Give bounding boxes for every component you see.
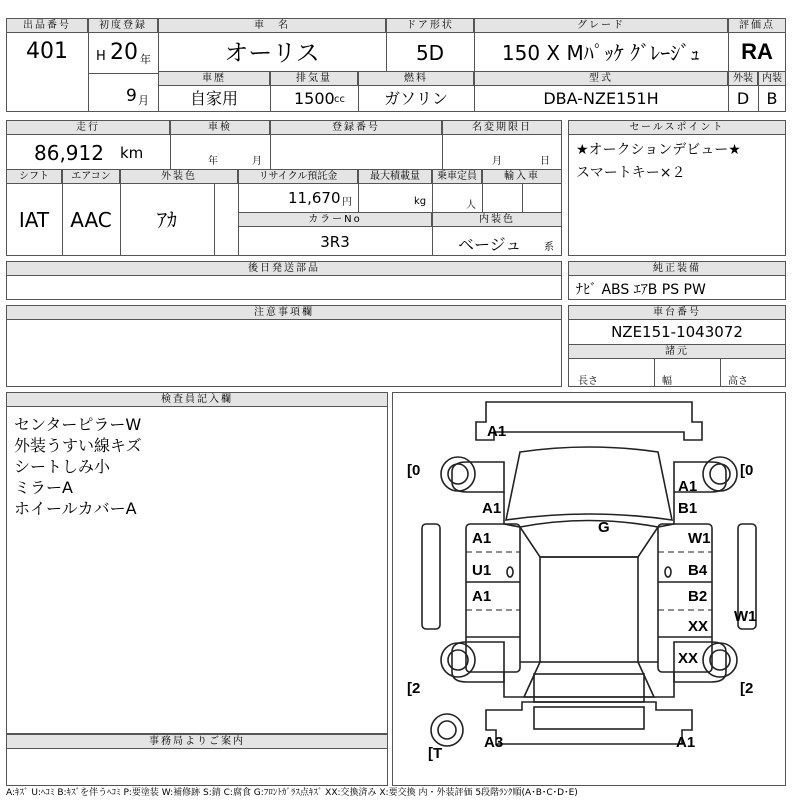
rear-bumper-left-mark: A3 (484, 734, 504, 751)
equipment-label: 純正装備 (568, 261, 786, 276)
exterior-color-label: 外装色 (120, 169, 238, 184)
mileage (6, 135, 170, 169)
capacity-label: 乗車定員 (432, 169, 482, 184)
sales-point-label: セールスポイント (568, 120, 786, 135)
spare-tire-mark: [T (428, 745, 443, 762)
rear-right-tire-mark: [2 (740, 680, 754, 697)
lot-number: 401 (26, 39, 68, 64)
interior-label: 内装 (758, 71, 786, 86)
displacement-label: 排気量 (270, 71, 358, 86)
recycle-fee (238, 184, 358, 212)
lot-label: 出品番号 (6, 18, 88, 33)
score-label: 評価点 (728, 18, 786, 33)
ac-label: エアコン (62, 169, 120, 184)
model-code: DBA-NZE151H (543, 89, 659, 108)
door-type: 5D (415, 41, 445, 65)
office-label: 事務局よりご案内 (6, 734, 388, 749)
front-right-tire-mark: [0 (740, 462, 754, 479)
interior-color (432, 228, 562, 256)
exterior-grade: D (736, 89, 750, 108)
displacement (270, 86, 358, 112)
chassis-number: NZE151-1043072 (611, 323, 743, 341)
interior-grade: B (766, 89, 778, 108)
later-parts-label: 後日発送部品 (6, 261, 562, 276)
month-unit: 月 (138, 94, 149, 107)
sales-point-line: スマートキー×２ (576, 165, 686, 181)
right-fender-mark-2: B1 (678, 500, 698, 517)
left-rear-door-mark: A1 (472, 588, 492, 605)
length-label: 長さ (578, 376, 598, 387)
model-label: 型式 (474, 71, 728, 86)
right-rear-door-mark-2: XX (688, 618, 709, 635)
interior-color-unit: 系 (544, 242, 554, 253)
recycle-label: リサイクル預託金 (238, 169, 358, 184)
car-name: オーリス (224, 39, 320, 67)
inspection-month: 月 (252, 156, 262, 167)
deadline-day: 日 (540, 156, 550, 167)
recycle-value: 11,670 (288, 189, 341, 207)
inspector-remark: ミラーA (14, 478, 73, 497)
year-unit: 年 (140, 53, 151, 66)
displacement-value: 1500 (294, 89, 335, 108)
history-label: 車歴 (158, 71, 270, 86)
right-fender-mark: A1 (678, 478, 698, 495)
reg-year: 20 (110, 40, 138, 65)
mileage-value: 86,912 (34, 141, 104, 165)
width-label: 幅 (662, 376, 672, 387)
inspector-remark: 外装うすい線キズ (14, 436, 142, 455)
left-front-door-mark: A1 (472, 530, 492, 547)
first-registration-month (88, 84, 158, 110)
max-load-unit: kg (414, 196, 427, 207)
specs-label: 諸元 (568, 344, 786, 359)
legend: A:ｷｽﾞ U:ﾍｺﾐ B:ｷｽﾞを伴うﾍｺﾐ P:要塗装 W:補修跡 S:錆 C:腐食 G:ﾌﾛﾝﾄｶﾞﾗｽ点ｷｽﾞ XX:交換済み X:要交換 内・外装評価 5段階ﾗﾝｸ順(A･B･C･D･E) (6, 788, 578, 798)
color-number: 3R3 (320, 233, 350, 251)
exterior-color: ｱｶ (157, 208, 177, 232)
windshield-mark: G (598, 519, 610, 536)
right-front-door-mark: W1 (688, 530, 711, 547)
mileage-label: 走行 (6, 120, 170, 135)
deadline-month: 月 (492, 156, 502, 167)
max-load-label: 最大積載量 (358, 169, 432, 184)
right-quarter-mark: XX (678, 650, 699, 667)
history: 自家用 (189, 89, 238, 108)
reg-month: 9 (126, 86, 137, 106)
rear-bumper-right-mark: A1 (676, 734, 696, 751)
deadline-label: 名変期限日 (442, 120, 562, 135)
front-left-tire-mark: [0 (407, 462, 421, 479)
air-conditioner: AAC (70, 208, 112, 232)
chassis-label: 車台番号 (568, 305, 786, 320)
right-sill-mark: B4 (688, 562, 708, 579)
left-sill-mark: U1 (472, 562, 492, 579)
height-label: 高さ (728, 376, 748, 387)
right-rear-door-mark: B2 (688, 588, 708, 605)
score: RA (741, 39, 773, 64)
inspector-remark: シートしみ小 (14, 457, 111, 476)
inspection-label: 車検 (170, 120, 270, 135)
shift: IAT (18, 208, 50, 232)
grade-label: グレード (474, 18, 728, 33)
car-outline (392, 392, 786, 786)
grade: 150 X Mﾊﾟｯｹ ｸﾞﾚｰｼﾞｭ (501, 41, 701, 65)
exterior-label: 外装 (728, 71, 758, 86)
notes-label: 注意事項欄 (6, 305, 562, 320)
capacity-unit: 人 (466, 200, 476, 211)
displacement-unit: cc (334, 94, 345, 105)
shift-label: シフト (6, 169, 62, 184)
inspector-remark: センターピラーW (14, 415, 142, 434)
inspection-year: 年 (208, 156, 218, 167)
first-registration-year (88, 36, 158, 72)
interior-color-value: ベージュ (458, 235, 522, 254)
plate-label: 登録番号 (270, 120, 442, 135)
left-fender-mark: A1 (482, 500, 502, 517)
front-bumper-mark: A1 (487, 423, 507, 440)
inspector-label: 検査員記入欄 (6, 392, 388, 407)
car-name-label: 車 名 (158, 18, 386, 33)
interior-color-label: 内装色 (432, 212, 562, 227)
import-label: 輸入車 (482, 169, 562, 184)
door-label: ドア形状 (386, 18, 474, 33)
fuel: ガソリン (383, 89, 448, 108)
era: H (96, 49, 106, 64)
rear-left-tire-mark: [2 (407, 680, 421, 697)
recycle-unit: 円 (342, 197, 352, 208)
color-number-label: カラーNo (238, 212, 432, 227)
right-pillar-mark: W1 (734, 608, 757, 625)
mileage-unit: km (120, 144, 144, 162)
first-registration-label: 初度登録 (88, 18, 158, 33)
fuel-label: 燃料 (358, 71, 474, 86)
sales-point-line: ★オークションデビュー★ (576, 142, 741, 158)
equipment-list: ﾅﾋﾞ ABS ｴｱB PS PW (576, 282, 706, 298)
inspector-remark: ホイールカバーA (14, 499, 137, 518)
